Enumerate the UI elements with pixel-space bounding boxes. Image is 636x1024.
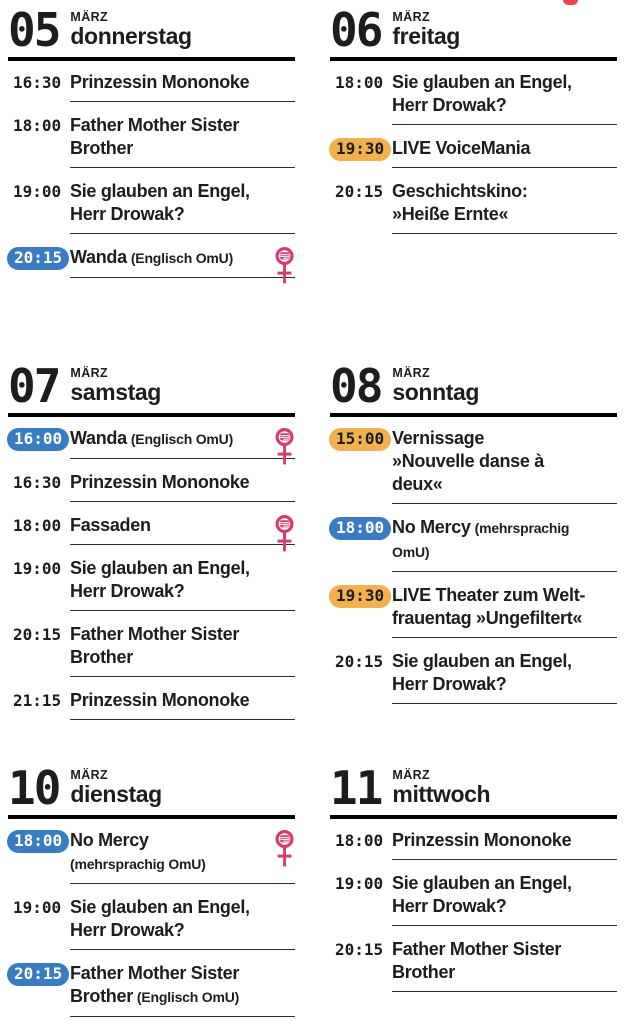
event-row [8, 427, 295, 471]
event-title: LIVE VoiceMania [392, 138, 531, 158]
event-title-line [392, 961, 617, 984]
event-title: Sie glauben an Engel, [70, 897, 250, 917]
event-language-note: (Englisch OmU) [136, 989, 240, 1005]
event-time: 18:00 [335, 831, 384, 850]
time-pill-blue: 20:15 [7, 247, 69, 270]
event-time: 16:30 [13, 73, 62, 92]
event-language-note: (Englisch OmU) [130, 431, 234, 447]
event-time [8, 427, 70, 451]
day-meta [70, 364, 161, 405]
time-pill-blue: 18:00 [329, 517, 391, 540]
time-pill-orange: 19:30 [329, 138, 391, 161]
event-title: Wanda [70, 428, 127, 448]
month-label: MÄRZ [70, 10, 109, 24]
event-row [330, 872, 617, 938]
event-title-line [70, 114, 295, 137]
day-name: freitag [392, 23, 460, 49]
event-title: Father Mother Sister [70, 115, 240, 135]
event-list [8, 829, 295, 1024]
event-title: Brother [70, 138, 133, 158]
event-details [70, 962, 295, 1017]
event-title: Fassaden [70, 515, 151, 535]
day-header [8, 359, 295, 417]
event-row [8, 514, 295, 557]
day-number: 11 [330, 761, 382, 815]
event-title-line [70, 896, 295, 919]
event-time: 20:15 [13, 625, 62, 644]
event-row [330, 137, 617, 180]
event-time [330, 516, 392, 540]
day-number: 05 [8, 3, 60, 57]
event-time: 20:15 [335, 940, 384, 959]
event-title-line [70, 962, 295, 985]
feminist-fist-icon [274, 829, 295, 867]
event-details [392, 137, 617, 168]
event-row [8, 71, 295, 114]
day-section-11 [330, 761, 617, 1004]
event-title-line [392, 137, 617, 160]
event-row [330, 180, 617, 246]
event-title: Sie glauben an Engel, [392, 873, 572, 893]
event-title: Vernissage [392, 428, 485, 448]
day-number: 08 [330, 359, 382, 413]
event-title: Geschichtskino: [392, 181, 528, 201]
event-title: Herr Drowak? [392, 95, 507, 115]
event-title-line [70, 180, 295, 203]
event-title: Herr Drowak? [70, 204, 185, 224]
event-title-line [70, 71, 295, 94]
event-details [70, 71, 295, 102]
day-name: sonntag [392, 379, 480, 405]
event-list [330, 71, 617, 246]
day-header [8, 761, 295, 819]
event-time: 20:15 [335, 182, 384, 201]
day-name: samstag [70, 379, 161, 405]
day-header [330, 761, 617, 819]
event-details [392, 872, 617, 926]
event-row [330, 71, 617, 137]
event-title: Wanda [70, 247, 127, 267]
event-row [8, 689, 295, 732]
event-title-line [392, 71, 617, 94]
event-title: LIVE Theater zum Welt- [392, 585, 586, 605]
month-label: MÄRZ [70, 768, 109, 782]
event-title-line [392, 938, 617, 961]
cropped-icon-fragment [563, 0, 578, 5]
month-label: MÄRZ [392, 366, 431, 380]
event-details [70, 557, 295, 611]
event-details [392, 180, 617, 234]
event-time: 19:00 [13, 182, 62, 201]
event-title-line [70, 919, 295, 942]
event-row [8, 962, 295, 1024]
event-details [392, 71, 617, 125]
event-time [330, 584, 392, 608]
event-title: Brother [70, 986, 133, 1006]
event-list [8, 427, 295, 732]
event-row [330, 938, 617, 1004]
event-time [8, 962, 70, 986]
month-label: MÄRZ [70, 366, 109, 380]
event-title: Father Mother Sister [70, 963, 240, 983]
event-title: Sie glauben an Engel, [70, 181, 250, 201]
event-details [392, 516, 617, 572]
event-title: Prinzessin Mononoke [70, 690, 250, 710]
event-title: frauentag »Ungefiltert« [392, 608, 583, 628]
event-time: 19:00 [13, 559, 62, 578]
event-details [70, 180, 295, 234]
event-title: Herr Drowak? [70, 920, 185, 940]
event-row [8, 180, 295, 246]
event-title-line [392, 673, 617, 696]
event-title-line [70, 137, 295, 160]
event-row [8, 471, 295, 514]
event-time: 18:00 [13, 116, 62, 135]
event-title: Herr Drowak? [392, 674, 507, 694]
event-language-note: (Englisch OmU) [130, 250, 234, 266]
event-time: 21:15 [13, 691, 62, 710]
event-details [70, 896, 295, 950]
event-title-line [392, 94, 617, 117]
event-title: Father Mother Sister [70, 624, 240, 644]
day-header [8, 3, 295, 61]
event-time: 16:30 [13, 473, 62, 492]
time-pill-blue: 18:00 [7, 830, 69, 853]
event-title: No Mercy [70, 830, 149, 850]
event-title-line [392, 516, 617, 564]
event-details [392, 650, 617, 704]
event-row [330, 829, 617, 872]
event-title-line [70, 246, 295, 270]
event-title: Sie glauben an Engel, [392, 72, 572, 92]
event-title: Herr Drowak? [70, 581, 185, 601]
event-title-line [392, 427, 617, 450]
event-title: Herr Drowak? [392, 896, 507, 916]
event-title-line [392, 650, 617, 673]
event-title-line [392, 895, 617, 918]
time-pill-blue: 16:00 [7, 428, 69, 451]
day-header [330, 359, 617, 417]
feminist-fist-icon [274, 246, 295, 284]
event-title-line [70, 203, 295, 226]
day-number: 07 [8, 359, 60, 413]
day-meta [70, 766, 161, 807]
time-pill-orange: 19:30 [329, 585, 391, 608]
event-list [8, 71, 295, 290]
event-title-line [392, 450, 617, 496]
event-title: »Nouvelle danse à deux« [392, 451, 544, 494]
event-details [392, 584, 617, 638]
day-section-05 [8, 3, 295, 290]
event-title-line [70, 580, 295, 603]
day-name: donnerstag [70, 23, 192, 49]
day-name: mittwoch [392, 781, 491, 807]
event-language-note: (mehrsprachig OmU) [392, 520, 570, 560]
time-pill-blue: 20:15 [7, 963, 69, 986]
event-details [70, 114, 295, 168]
event-title-line [70, 557, 295, 580]
event-title-line [70, 829, 295, 852]
day-number: 10 [8, 761, 60, 815]
event-details [70, 623, 295, 677]
event-time [8, 829, 70, 853]
event-title-line [70, 646, 295, 669]
event-title: »Heiße Ernte« [392, 204, 509, 224]
event-title-line [70, 471, 295, 494]
event-details [70, 471, 295, 502]
event-row [8, 829, 295, 896]
event-row [8, 623, 295, 689]
day-number: 06 [330, 3, 382, 57]
event-title-line [392, 829, 617, 852]
event-time [8, 246, 70, 270]
event-row [8, 896, 295, 962]
month-label: MÄRZ [392, 10, 431, 24]
day-meta [392, 364, 479, 405]
day-section-10 [8, 761, 295, 1024]
event-row [330, 427, 617, 516]
event-row [8, 557, 295, 623]
event-details [392, 829, 617, 860]
day-section-06 [330, 3, 617, 246]
day-name: dienstag [70, 781, 162, 807]
event-details [70, 829, 295, 884]
event-title-line [70, 689, 295, 712]
day-header [330, 3, 617, 61]
event-row [330, 584, 617, 650]
event-details [70, 427, 295, 459]
event-time: 19:00 [335, 874, 384, 893]
event-details [392, 938, 617, 992]
day-meta [392, 766, 490, 807]
day-section-07 [8, 359, 295, 732]
event-title-line [392, 607, 617, 630]
day-meta [392, 8, 460, 49]
event-row [8, 246, 295, 290]
event-title-line [392, 872, 617, 895]
event-time: 19:00 [13, 898, 62, 917]
event-title-line [70, 852, 295, 876]
event-title: Sie glauben an Engel, [392, 651, 572, 671]
time-pill-orange: 15:00 [329, 428, 391, 451]
event-title-line [70, 427, 295, 451]
event-language-note: (mehrsprachig OmU) [70, 856, 206, 872]
event-title: Prinzessin Mononoke [392, 830, 572, 850]
event-title-line [70, 514, 295, 537]
day-meta [70, 8, 191, 49]
event-title-line [70, 623, 295, 646]
event-time: 18:00 [335, 73, 384, 92]
event-title-line [392, 180, 617, 203]
event-title-line [392, 584, 617, 607]
feminist-fist-icon [274, 427, 295, 465]
event-time [330, 427, 392, 451]
event-title: Brother [70, 647, 133, 667]
event-time [330, 137, 392, 161]
event-title-line [70, 985, 295, 1009]
event-row [8, 114, 295, 180]
event-list [330, 427, 617, 716]
event-details [70, 246, 295, 278]
event-title: Sie glauben an Engel, [70, 558, 250, 578]
event-details [70, 689, 295, 720]
event-title: Brother [392, 962, 455, 982]
event-title: Prinzessin Mononoke [70, 72, 250, 92]
feminist-fist-icon [274, 514, 295, 552]
event-details [392, 427, 617, 504]
event-title: Father Mother Sister [392, 939, 562, 959]
event-title: No Mercy [392, 517, 471, 537]
event-time: 20:15 [335, 652, 384, 671]
event-details [70, 514, 295, 545]
event-row [330, 516, 617, 584]
month-label: MÄRZ [392, 768, 431, 782]
event-list [330, 829, 617, 1004]
day-section-08 [330, 359, 617, 716]
event-title: Prinzessin Mononoke [70, 472, 250, 492]
event-time: 18:00 [13, 516, 62, 535]
event-row [330, 650, 617, 716]
event-title-line [392, 203, 617, 226]
